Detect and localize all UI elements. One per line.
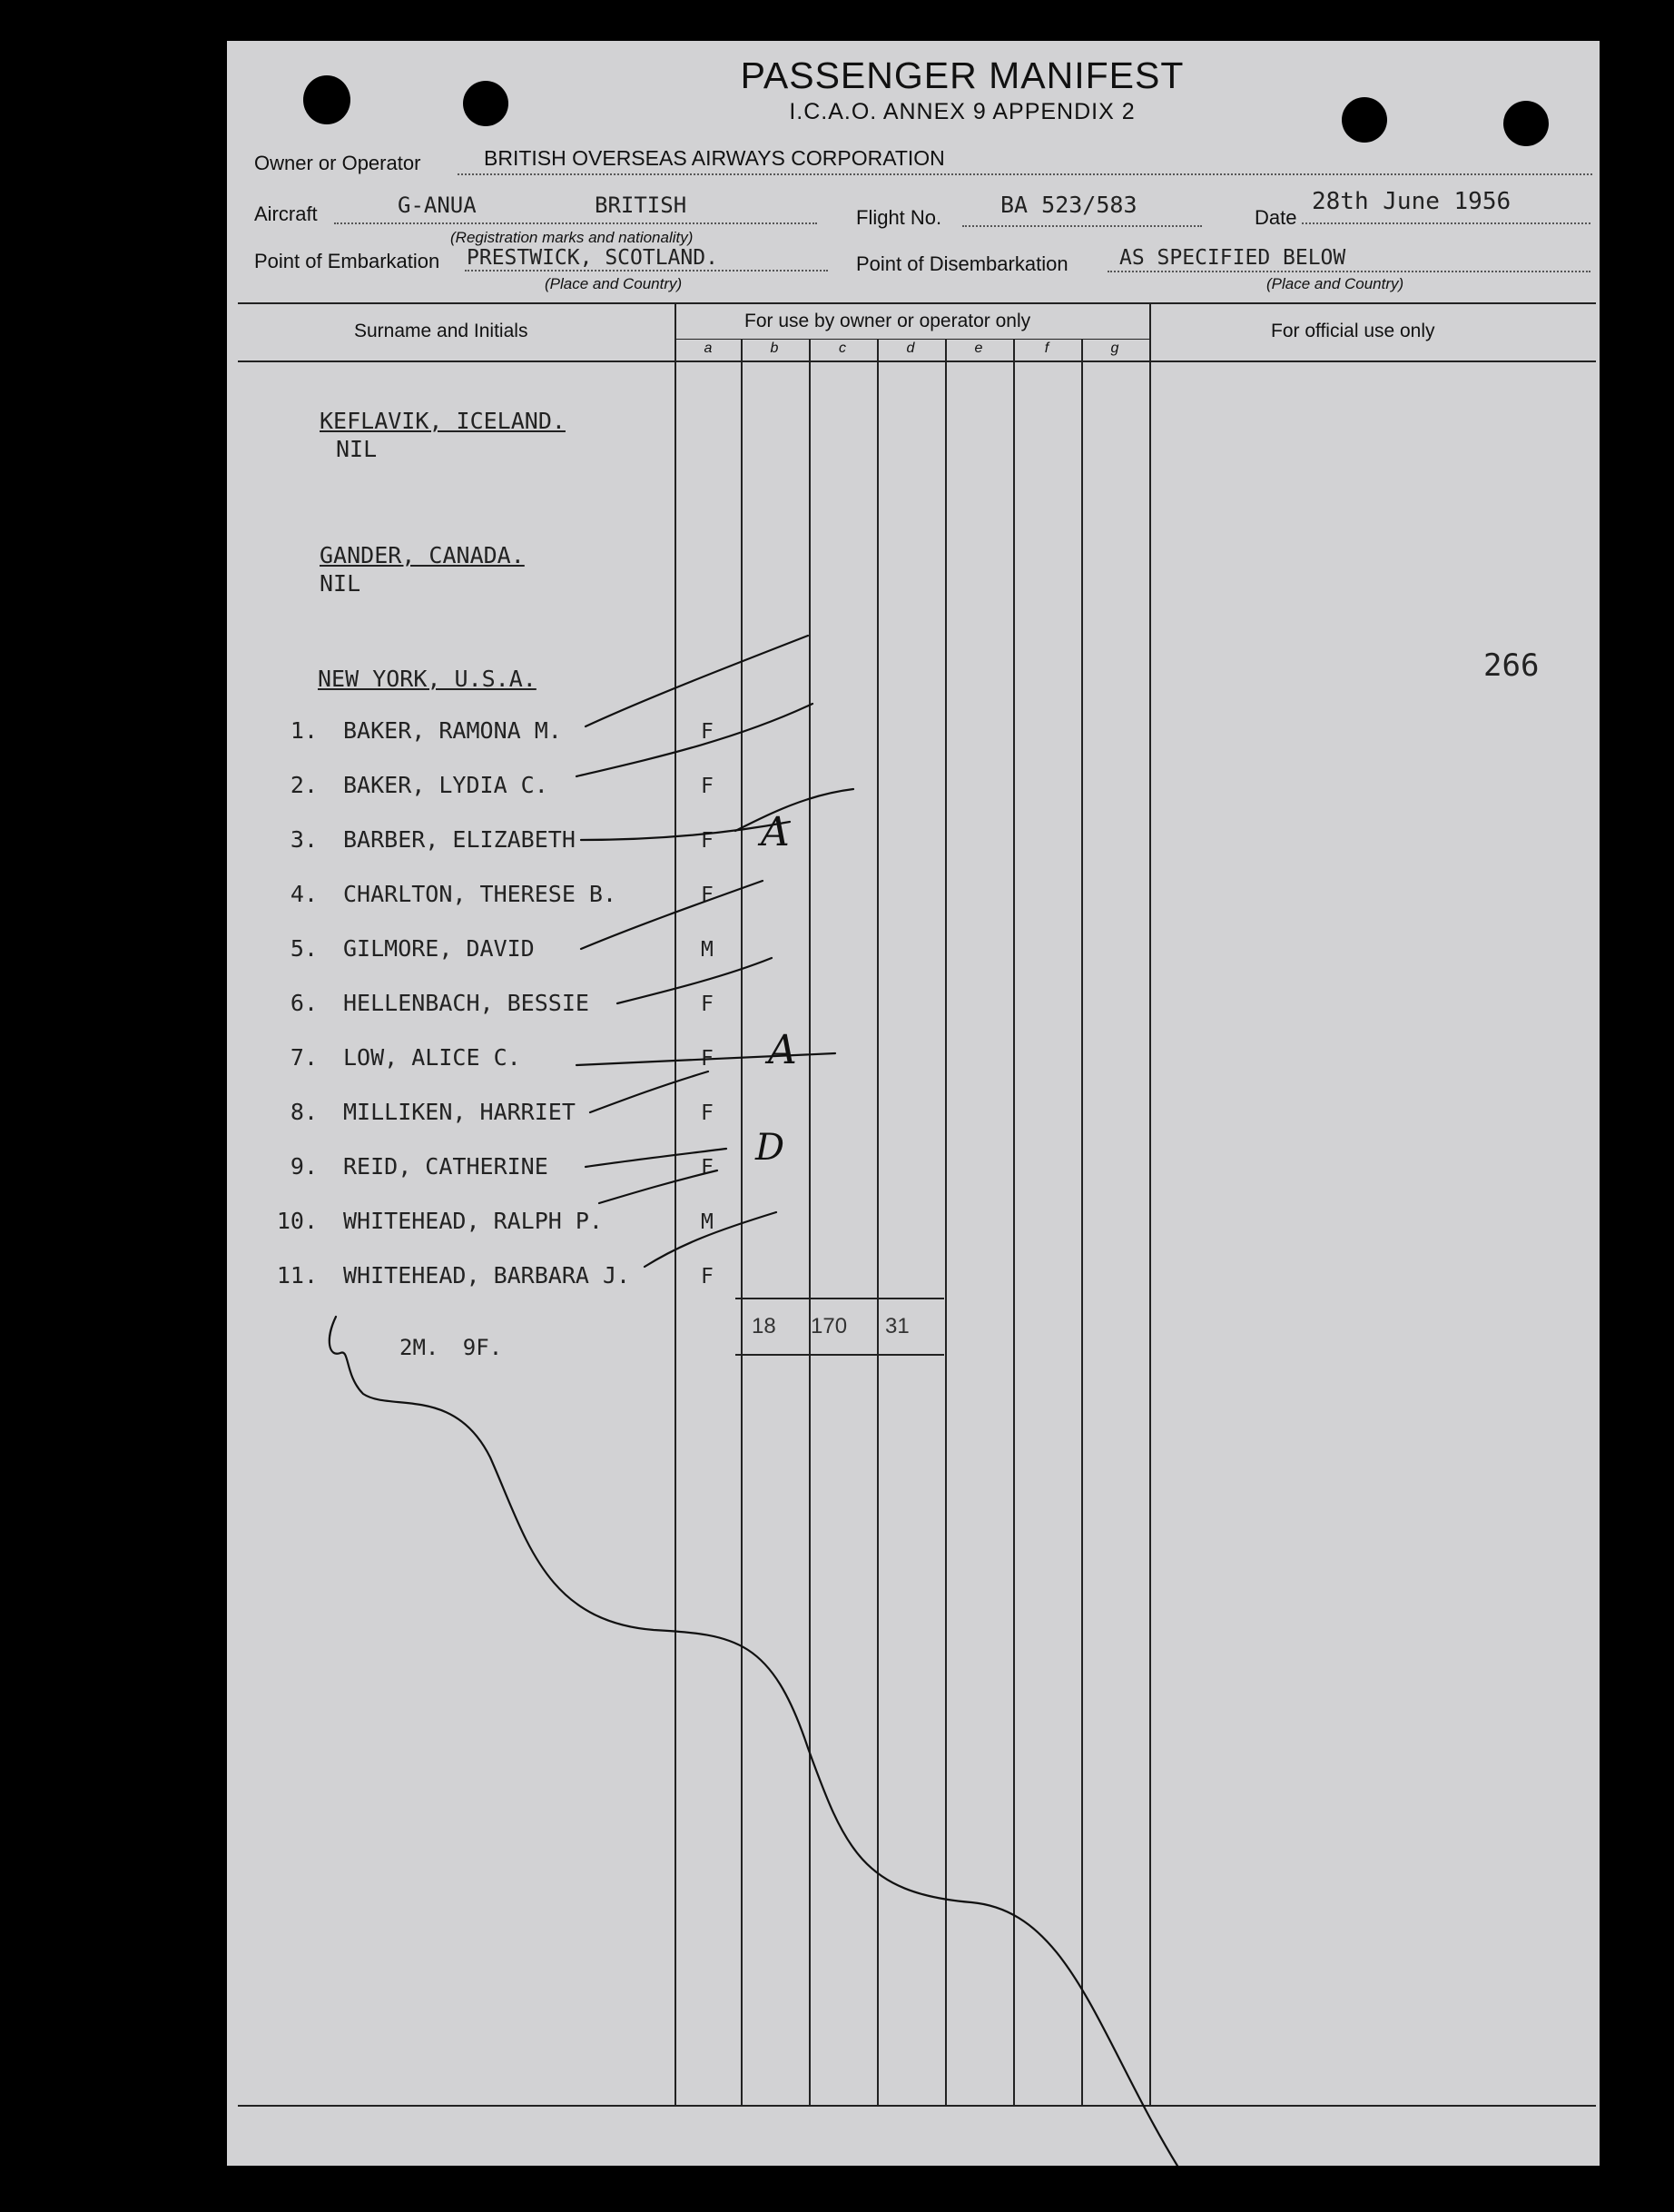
owner-value: BRITISH OVERSEAS AIRWAYS CORPORATION: [484, 146, 945, 170]
passenger-number: 5.: [290, 935, 318, 962]
handwritten-strokes: [227, 41, 1600, 2166]
strike-line: [735, 789, 853, 831]
passenger-number: 4.: [290, 881, 318, 907]
embarkation-label: Point of Embarkation: [254, 250, 440, 272]
passenger-sex: F: [701, 829, 714, 853]
destination-note: NIL: [336, 436, 378, 462]
passenger-sex: F: [701, 1101, 714, 1125]
passenger-name: GILMORE, DAVID: [343, 935, 535, 962]
aircraft-registration: G-ANUA: [398, 193, 477, 218]
aircraft-label: Aircraft: [254, 202, 318, 225]
form-title: PASSENGER MANIFEST: [740, 54, 1185, 96]
disembarkation-label: Point of Disembarkation: [856, 252, 1068, 275]
passenger-name: CHARLTON, THERESE B.: [343, 881, 617, 907]
subcolumn-label: g: [1110, 341, 1119, 356]
aircraft-note: (Registration marks and nationality): [450, 229, 694, 246]
total-column-c: 170: [811, 1314, 848, 1338]
owner-use-header: For use by owner or operator only: [744, 311, 1031, 331]
passenger-number: 6.: [290, 990, 318, 1016]
disembarkation-value: AS SPECIFIED BELOW: [1119, 246, 1346, 270]
passenger-summary: 2M. 9F.: [399, 1335, 503, 1360]
destination-name: NEW YORK, U.S.A.: [318, 666, 537, 692]
passenger-sex: F: [701, 1265, 714, 1289]
embarkation-note: (Place and Country): [545, 275, 683, 292]
surname-column-header: Surname and Initials: [354, 321, 528, 341]
subcolumn-label: e: [974, 341, 983, 356]
subcolumn-label: c: [839, 341, 846, 356]
passenger-sex: F: [701, 720, 714, 744]
total-column-d: 31: [885, 1314, 910, 1338]
passenger-sex: F: [701, 775, 714, 798]
passenger-number: 2.: [290, 772, 318, 798]
strike-line: [581, 822, 790, 840]
strike-line: [586, 1149, 726, 1167]
destination-note: NIL: [320, 570, 361, 597]
destination-name: KEFLAVIK, ICELAND.: [320, 408, 566, 434]
passenger-sex: F: [701, 884, 714, 907]
disembarkation-note: (Place and Country): [1266, 275, 1404, 292]
passenger-name: BAKER, RAMONA M.: [343, 717, 562, 744]
official-number: 266: [1483, 647, 1540, 684]
passenger-number: 9.: [290, 1153, 318, 1180]
owner-label: Owner or Operator: [254, 152, 421, 174]
handwritten-mark: D: [755, 1127, 785, 1169]
passenger-name: BAKER, LYDIA C.: [343, 772, 548, 798]
passenger-number: 10.: [276, 1208, 318, 1234]
handwritten-mark: A: [761, 809, 790, 855]
date-label: Date: [1255, 206, 1297, 229]
total-column-b: 18: [752, 1314, 776, 1338]
flight-label: Flight No.: [856, 206, 942, 229]
passenger-sex: F: [701, 1156, 714, 1180]
subcolumn-label: a: [704, 341, 713, 356]
passenger-sex: F: [701, 992, 714, 1016]
passenger-name: WHITEHEAD, RALPH P.: [343, 1208, 603, 1234]
official-use-header: For official use only: [1271, 321, 1435, 341]
destination-name: GANDER, CANADA.: [320, 542, 525, 568]
flight-number: BA 523/583: [1000, 192, 1137, 218]
strike-line: [599, 1170, 717, 1203]
passenger-number: 11.: [276, 1262, 318, 1289]
strike-line: [586, 636, 808, 726]
subcolumn-label: d: [906, 341, 915, 356]
long-bracket-curve: [330, 1317, 1180, 2166]
strike-line: [645, 1212, 776, 1267]
passenger-name: WHITEHEAD, BARBARA J.: [343, 1262, 631, 1289]
passenger-number: 8.: [290, 1099, 318, 1125]
passenger-name: HELLENBACH, BESSIE: [343, 990, 589, 1016]
strike-line: [576, 1053, 835, 1065]
passenger-number: 3.: [290, 826, 318, 853]
passenger-name: LOW, ALICE C.: [343, 1044, 521, 1071]
passenger-name: REID, CATHERINE: [343, 1153, 548, 1180]
subcolumn-label: b: [770, 341, 779, 356]
embarkation-value: PRESTWICK, SCOTLAND.: [467, 246, 718, 270]
passenger-name: MILLIKEN, HARRIET: [343, 1099, 576, 1125]
passenger-number: 7.: [290, 1044, 318, 1071]
aircraft-nationality: BRITISH: [595, 193, 687, 218]
form-subtitle: I.C.A.O. ANNEX 9 APPENDIX 2: [789, 99, 1136, 124]
passenger-name: BARBER, ELIZABETH: [343, 826, 576, 853]
strike-line: [617, 958, 772, 1003]
date-value: 28th June 1956: [1312, 188, 1512, 215]
passenger-sex: M: [701, 938, 714, 962]
strike-line: [590, 1071, 708, 1112]
passenger-number: 1.: [290, 717, 318, 744]
manifest-sheet: [227, 41, 1600, 2166]
passenger-sex: M: [701, 1210, 714, 1234]
strike-line: [581, 881, 763, 949]
passenger-sex: F: [701, 1047, 714, 1071]
handwritten-mark: A: [768, 1027, 797, 1073]
subcolumn-label: f: [1044, 341, 1049, 356]
